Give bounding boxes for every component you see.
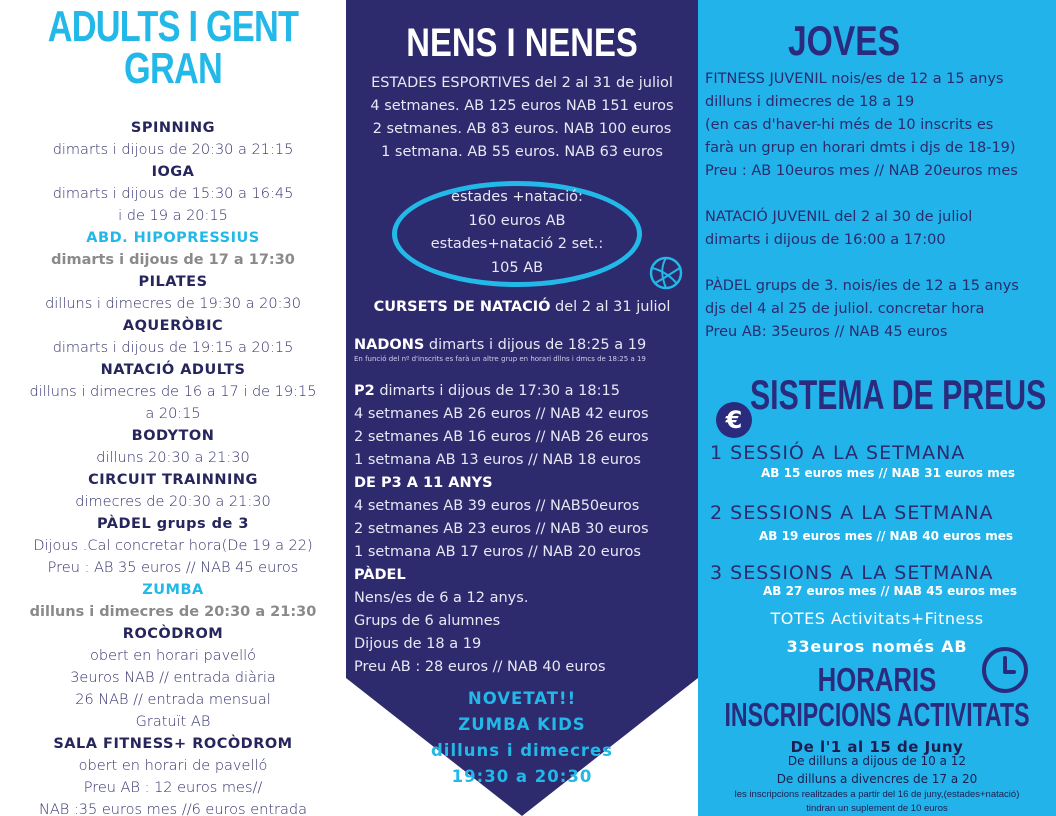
joves-title: JOVES xyxy=(788,17,901,64)
cursets-line xyxy=(346,296,698,319)
ellipse-line: 105 AB xyxy=(490,259,544,276)
activity-schedule: obert en horari de pavelló xyxy=(78,758,268,774)
p2-price: 2 setmanes AB 16 euros // NAB 26 euros xyxy=(354,429,649,445)
activity-schedule: dimarts i dijous de 15:30 a 16:45 xyxy=(52,186,294,202)
fitness-juvenil-line: (en cas d'haver-hi més de 10 inscrits es xyxy=(705,117,994,133)
registration-hours: De dilluns a divencres de 17 a 20 xyxy=(776,772,978,786)
activity-name: ABD. HIPOPRESSIUS xyxy=(86,230,260,246)
padel-juvenil-line: djs del 4 al 25 de juliol. concretar hora xyxy=(705,301,985,317)
estades-line: ESTADES ESPORTIVES del 2 al 31 de juliol xyxy=(371,75,673,91)
volleyball-icon xyxy=(649,256,683,290)
nadons-schedule: dimarts i dijous de 18:25 a 19 xyxy=(424,337,647,353)
activity-name: CIRCUIT TRAINNING xyxy=(88,472,258,488)
all-activities-price: 33euros només AB xyxy=(786,637,968,656)
ellipse-line: 160 euros AB xyxy=(468,212,566,229)
activity-name: IOGA xyxy=(151,164,195,180)
adults-title-line2: GRAN xyxy=(124,44,222,93)
p3-price: 1 setmana AB 17 euros // NAB 20 euros xyxy=(354,544,641,560)
kids-padel-line: Dijous de 18 a 19 xyxy=(354,636,482,652)
fitness-juvenil-line: dilluns i dimecres de 18 a 19 xyxy=(705,94,915,110)
novetat-line: ZUMBA KIDS xyxy=(458,715,586,734)
inscripcions-title: INSCRIPCIONS ACTIVITATS xyxy=(724,696,1030,733)
p2-price: 4 setmanes AB 26 euros // NAB 42 euros xyxy=(354,406,649,422)
euro-icon: € xyxy=(716,402,752,438)
adults-activity-list xyxy=(18,117,328,816)
activity-price: Preu AB : 12 euros mes// xyxy=(83,780,263,796)
activity-name: ROCÒDROM xyxy=(122,626,224,642)
nadons-title: NADONS xyxy=(354,337,425,353)
kids-padel-line: Preu AB : 28 euros // NAB 40 euros xyxy=(354,659,606,675)
session-option-price: AB 19 euros mes // NAB 40 euros mes xyxy=(759,529,1014,543)
activity-name: SALA FITNESS+ ROCÒDROM xyxy=(53,736,293,752)
kids-title: NENS I NENES xyxy=(406,21,638,65)
p2-schedule: dimarts i dijous de 17:30 a 18:15 xyxy=(374,383,620,399)
p3-price: 4 setmanes AB 39 euros // NAB50euros xyxy=(354,498,640,514)
session-option-price: AB 15 euros mes // NAB 31 euros mes xyxy=(761,466,1016,480)
activity-price: NAB :35 euros mes //6 euros entrada xyxy=(39,802,307,816)
activity-price: 26 NAB // entrada mensual xyxy=(75,692,271,708)
activity-price: Preu : AB 35 euros // NAB 45 euros xyxy=(47,560,299,576)
fitness-juvenil-line: Preu : AB 10euros mes // NAB 20euros mes xyxy=(705,163,1018,179)
fitness-juvenil-line: farà un grup en horari dmts i djs de 18-19) xyxy=(705,140,1016,156)
activity-schedule: obert en horari pavelló xyxy=(90,648,256,664)
joves-column xyxy=(698,0,1056,816)
registration-note: les inscripcions realitzades a partir del 16 de juny,(estades+natació) xyxy=(734,789,1020,800)
horaris-title: HORARIS xyxy=(817,661,937,698)
activity-name: SPINNING xyxy=(130,120,216,136)
zumba-kids-announcement xyxy=(346,686,698,790)
cursets-dates: del 2 al 31 juliol xyxy=(550,299,671,315)
all-activities-label: TOTES Activitats+Fitness xyxy=(770,609,984,628)
padel-juvenil-line: Preu AB: 35euros // NAB 45 euros xyxy=(705,324,948,340)
nadons-line xyxy=(354,334,694,357)
novetat-line: 19:30 a 20:30 xyxy=(451,767,593,786)
p2-price: 1 setmana AB 13 euros // NAB 18 euros xyxy=(354,452,641,468)
estades-line: 2 setmanes. AB 83 euros. NAB 100 euros xyxy=(372,121,672,137)
estades-line: 1 setmana. AB 55 euros. NAB 63 euros xyxy=(381,144,663,160)
p3-title: DE P3 A 11 ANYS xyxy=(354,475,493,491)
kids-padel-line: Nens/es de 6 a 12 anys. xyxy=(354,590,529,606)
activity-schedule: Dijous .Cal concretar hora(De 19 a 22) xyxy=(33,538,313,554)
price-system-title: SISTEMA DE PREUS xyxy=(750,371,1047,418)
session-option-label: 2 SESSIONS A LA SETMANA xyxy=(710,502,994,524)
activity-name: BODYTON xyxy=(131,428,215,444)
p2-title: P2 xyxy=(354,383,375,399)
activity-schedule: dilluns i dimecres de 19:30 a 20:30 xyxy=(45,296,301,312)
kids-padel-line: Grups de 6 alumnes xyxy=(354,613,501,629)
activity-schedule: dilluns i dimecres de 20:30 a 21:30 xyxy=(29,604,317,620)
kids-column xyxy=(346,0,698,816)
activity-price: 3euros NAB // entrada diària xyxy=(70,670,276,686)
registration-note: tindran un suplement de 10 euros xyxy=(806,803,948,814)
adults-column xyxy=(0,0,346,816)
activity-schedule: dimarts i dijous de 20:30 a 21:15 xyxy=(52,142,294,158)
natacio-juvenil-line: dimarts i dijous de 16:00 a 17:00 xyxy=(705,232,946,248)
nadons-note: En funció del nº d'inscrits es farà un altre grup en horari dllns i dmcs de 18:25 a 19 xyxy=(354,355,646,363)
activity-schedule: a 20:15 xyxy=(145,406,201,422)
activity-schedule: dimecres de 20:30 a 21:30 xyxy=(75,494,271,510)
activity-name: AQUERÒBIC xyxy=(122,318,224,334)
ellipse-text xyxy=(392,186,642,280)
fitness-juvenil-line: FITNESS JUVENIL nois/es de 12 a 15 anys xyxy=(705,71,1004,87)
activity-name: NATACIÓ ADULTS xyxy=(100,362,246,378)
ellipse-line: estades+natació 2 set.: xyxy=(430,236,604,252)
activity-name: ZUMBA xyxy=(142,582,204,598)
estades-line: 4 setmanes. AB 125 euros NAB 151 euros xyxy=(370,98,674,114)
registration-hours: De dilluns a dijous de 10 a 12 xyxy=(787,754,967,768)
natacio-juvenil-line: NATACIÓ JUVENIL del 2 al 30 de juliol xyxy=(705,209,973,225)
novetat-line: NOVETAT!! xyxy=(467,689,577,708)
ellipse-line: estades +natació: xyxy=(451,189,583,205)
session-option-label: 3 SESSIONS A LA SETMANA xyxy=(710,562,994,584)
activity-name: PILATES xyxy=(138,274,208,290)
activity-schedule: dimarts i dijous de 17 a 17:30 xyxy=(51,252,295,268)
session-option-price: AB 27 euros mes // NAB 45 euros mes xyxy=(763,584,1018,598)
session-option-label: 1 SESSIÓ A LA SETMANA xyxy=(710,442,966,464)
kids-padel-title: PÀDEL xyxy=(354,567,406,583)
activity-price: Gratuït AB xyxy=(135,714,211,730)
cursets-title: CURSETS DE NATACIÓ xyxy=(373,299,551,315)
activity-name: PÀDEL grups de 3 xyxy=(96,516,249,532)
registration-dates: De l'1 al 15 de Juny xyxy=(790,738,964,756)
p3-price: 2 setmanes AB 23 euros // NAB 30 euros xyxy=(354,521,649,537)
activity-schedule: i de 19 a 20:15 xyxy=(118,208,228,224)
p2-line xyxy=(354,380,694,403)
activity-schedule: dilluns 20:30 a 21:30 xyxy=(96,450,250,466)
activity-schedule: dilluns i dimecres de 16 a 17 i de 19:15 xyxy=(29,384,317,400)
adults-title-line1: ADULTS I GENT xyxy=(47,2,299,51)
padel-juvenil-line: PÀDEL grups de 3. nois/ies de 12 a 15 anys xyxy=(705,278,1019,294)
novetat-line: dilluns i dimecres xyxy=(430,741,614,760)
activity-schedule: dimarts i dijous de 19:15 a 20:15 xyxy=(52,340,294,356)
